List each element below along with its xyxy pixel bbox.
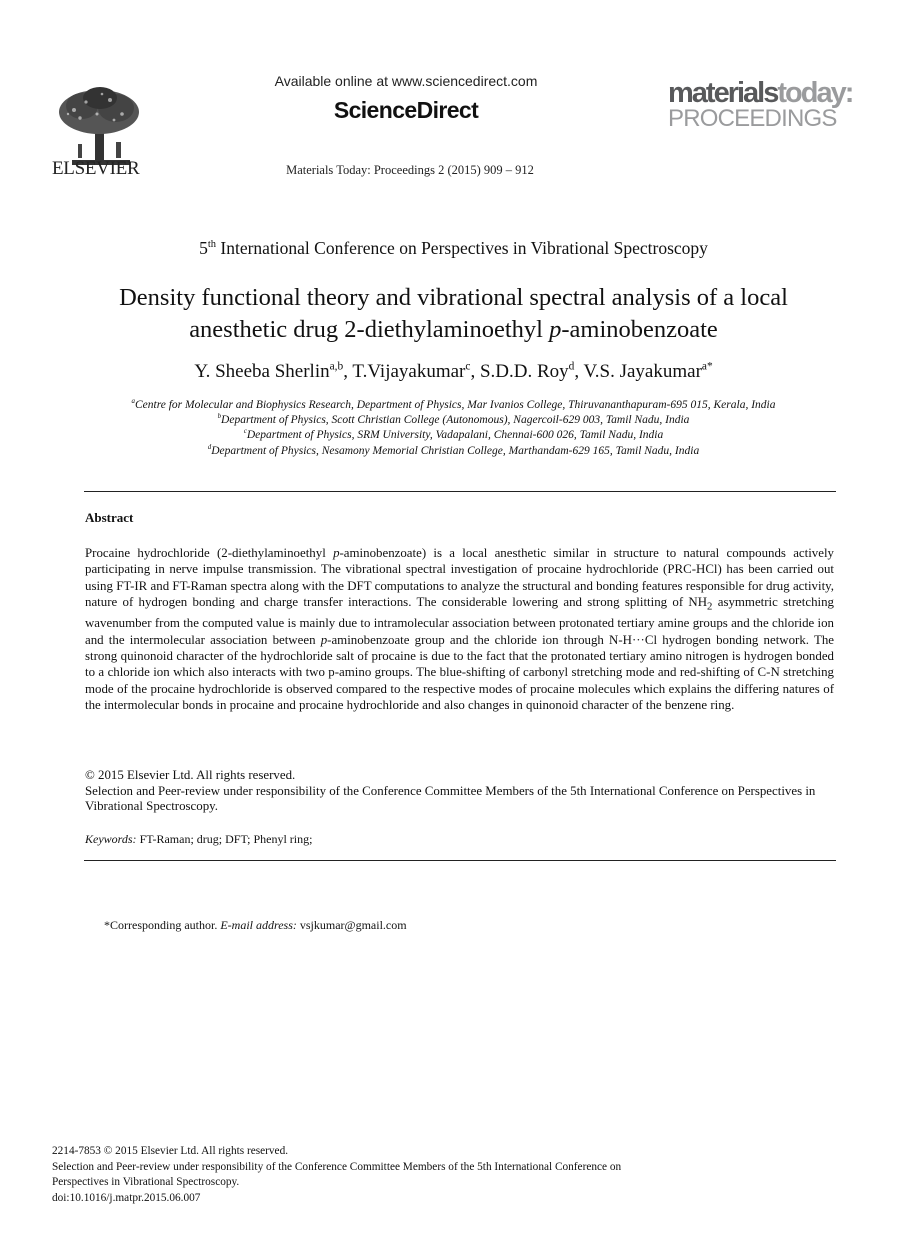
author-name: T.Vijayakumar: [352, 361, 466, 382]
conference-ordinal: th: [207, 239, 217, 251]
journal-citation: Materials Today: Proceedings 2 (2015) 909 – 912: [286, 163, 534, 177]
author-affiliation-mark: d: [568, 360, 575, 373]
footer-doi[interactable]: doi:10.1016/j.matpr.2015.06.007: [52, 1191, 201, 1204]
conference-name: [60, 238, 847, 259]
author-list: Y. Sheeba Sherlin$^{a,b}$, T.Vijayakumar$^c$, S.D.D. Roy$^d$, V.S. Jayakumar$^{a*}$: [194, 360, 713, 382]
abstract-heading: Abstract: [85, 510, 134, 525]
author-name: Y. Sheeba Sherlin: [194, 361, 330, 382]
keywords-label: Keywords:: [85, 832, 137, 846]
materials-today-proceedings-logo: [668, 78, 868, 130]
affiliation-list: [60, 398, 847, 459]
conference-text: International Conference on Perspectives in Vibrational Spectroscopy: [216, 238, 708, 258]
corresponding-email[interactable]: vsjkumar@gmail.com: [296, 918, 407, 932]
copyright-notice: © 2015 Elsevier Ltd. All rights reserved. Selection and Peer-review under responsibility of the Conference Committee Members of the 5th International Conference on Perspectives in Vibrational Spectroscopy.: [85, 768, 816, 813]
title-line-2: anesthetic drug 2-diethylaminoethyl p-aminobenzoate: [189, 316, 718, 343]
footer-issn: 2214-7853 © 2015 Elsevier Ltd. All rights reserved.: [52, 1145, 289, 1157]
author-affiliation-mark: a,b: [329, 360, 344, 373]
title-line-1: Density functional theory and vibrational spectral analysis of a local: [119, 284, 788, 311]
elsevier-wordmark: ELSEVIER: [52, 158, 140, 179]
paper-title: [60, 282, 847, 346]
logo-today: today:: [777, 77, 853, 109]
author-affiliation-mark: a*: [701, 360, 713, 373]
affiliation: $^d$Department of Physics, Nesamony Memorial Christian College, Marthandam-629 165, Tamil Nadu, India: [207, 443, 700, 457]
affiliation: $^c$Department of Physics, SRM University, Vadapalani, Chennai-600 026, Tamil Nadu, India: [243, 428, 664, 442]
conference-number: 5: [199, 238, 208, 258]
available-online-line[interactable]: Available online at www.sciencedirect.com: [274, 73, 538, 89]
logo-materials: materials: [668, 77, 778, 109]
abstract-body: Procaine hydrochloride (2-diethylaminoethyl p-aminobenzoate) is a local anesthetic similar in structure to natural compounds actively participating in nerve impulse transmission. The vibrational spectral investigation of procaine hydrochloride (PRC-HCl) has been carried out using FT-IR and FT-Raman spectra along with the DFT computations to analyze the structural and bonding features responsible for drug activity, nature of hydrogen bonding and charge transfer interactions. The considerable lowering and strong splitting of $NH_2$ asymmetric stretching wavenumber from the computed value is mainly due to intramolecular association between protonated tertiary amine groups and the chloride ion and the intermolecular association between p-aminobenzoate group and the chloride ion through N-H···Cl hydrogen bonding network. The strong quinonoid character of the hydrochloride salt of procaine is due to the fact that the protonated tertiary amino nitrogen is hydrogen bonded to a chloride ion which also interacts with two p-amino groups. The blue-shifting of carbonyl stretching mode and red-shifting of C-N stretching mode of the procaine hydrochloride is observed compared to the respective modes of procaine molecules which explains the differing natures of the intermolecular bonds in procaine and procaine hydrochloride and also changes in quinonoid character of the benzene ring.: [85, 546, 835, 713]
affiliation: $^b$Department of Physics, Scott Christian College (Autonomous), Nagercoil-629 003, Tamil Nadu, India: [217, 413, 690, 427]
affiliation: $^a$Centre for Molecular and Biophysics Research, Department of Physics, Mar Ivanios College, Thiruvananthapuram-695 015, Kerala, India: [131, 398, 776, 411]
sciencedirect-logo: ScienceDirect: [333, 97, 479, 123]
logo-proceedings: PROCEEDINGS: [668, 105, 837, 132]
author-name: V.S. Jayakumar: [583, 361, 702, 382]
page-footer: 2214-7853 © 2015 Elsevier Ltd. All rights reserved. Selection and Peer-review under responsibility of the Conference Committee Members of the 5th International Conference on Perspectives in Vibrational Spectroscopy. doi:10.1016/j.matpr.2015.06.007: [52, 1144, 752, 1206]
keywords: [85, 832, 834, 847]
author-affiliation-mark: c: [465, 360, 471, 373]
author-name: S.D.D. Roy: [479, 361, 569, 382]
divider-top: [84, 491, 836, 492]
keywords-values: FT-Raman; drug; DFT; Phenyl ring;: [136, 832, 313, 846]
corresponding-author-note: *Corresponding author. E-mail address: vsjkumar@gmail.com: [104, 918, 407, 932]
divider-bottom: [84, 860, 836, 861]
